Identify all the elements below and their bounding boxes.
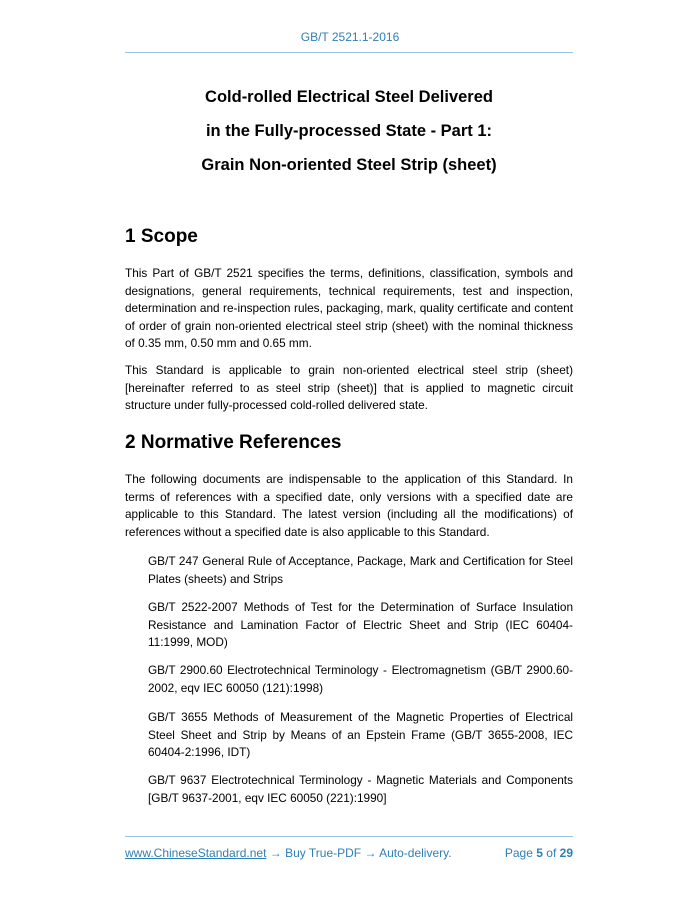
current-page: 5 bbox=[536, 846, 543, 860]
document-title bbox=[125, 80, 573, 182]
scope-heading: 1 Scope bbox=[125, 226, 198, 247]
reference-item: GB/T 2900.60 Electrotechnical Terminology - Electromagnetism (GB/T 2900.60-2002, eqv IEC 60050 (121):1998) bbox=[148, 663, 573, 695]
title-line-3: Grain Non-oriented Steel Strip (sheet) bbox=[201, 156, 497, 174]
title-line-1: Cold-rolled Electrical Steel Delivered bbox=[205, 88, 493, 106]
reference-item: GB/T 247 General Rule of Acceptance, Package, Mark and Certification for Steel Plates (sheets) and Strips bbox=[148, 554, 573, 586]
page-footer bbox=[125, 846, 573, 860]
standard-code-header: GB/T 2521.1-2016 bbox=[300, 30, 400, 44]
reference-item: GB/T 9637 Electrotechnical Terminology - Magnetic Materials and Components [GB/T 9637-2001, eqv IEC 60050 (221):1990] bbox=[148, 773, 573, 805]
footer-divider bbox=[125, 836, 573, 837]
scope-paragraph-2: This Standard is applicable to grain non-oriented electrical steel strip (sheet) [hereinafter referred to as steel strip (sheet)] that is applied to magnetic circuit structure under fully-processed cold-rolled delivered state. bbox=[125, 363, 573, 412]
reference-item: GB/T 3655 Methods of Measurement of the Magnetic Properties of Electrical Steel Sheet and Strip by Means of an Epstein Frame (GB/T 3655-2008, IEC 60404-2:1996, IDT) bbox=[148, 710, 573, 759]
header-divider bbox=[125, 52, 573, 53]
total-pages: 29 bbox=[559, 846, 573, 860]
normative-references-heading: 2 Normative References bbox=[125, 432, 342, 453]
page-label: Page bbox=[504, 846, 533, 860]
reference-item: GB/T 2522-2007 Methods of Test for the Determination of Surface Insulation Resistance and Lamination Factor of Electric Sheet and Strip (IEC 60404-11:1999, MOD) bbox=[148, 600, 573, 649]
normative-references-intro: The following documents are indispensable to the application of this Standard. In terms of references with a specified date, only versions with a specified date are applicable to this Standard. The latest version (including all the modifications) of references without a specified date is also applicable to this Standard. bbox=[125, 472, 573, 539]
footer-promo-text: → Buy True-PDF → Auto-delivery. bbox=[266, 846, 452, 860]
of-label: of bbox=[546, 846, 557, 860]
page-number bbox=[505, 846, 573, 860]
scope-paragraph-1: This Part of GB/T 2521 specifies the terms, definitions, classification, symbols and designations, general requirements, technical requirements, test and inspection, determination and re-inspection rules, packaging, mark, quality certificate and content of order of grain non-oriented electrical steel strip (sheet) with the nominal thickness of 0.35 mm, 0.50 mm and 0.65 mm. bbox=[125, 266, 573, 350]
title-line-2: in the Fully-processed State - Part 1: bbox=[205, 122, 493, 140]
website-link[interactable]: www.ChineseStandard.net bbox=[125, 846, 267, 860]
